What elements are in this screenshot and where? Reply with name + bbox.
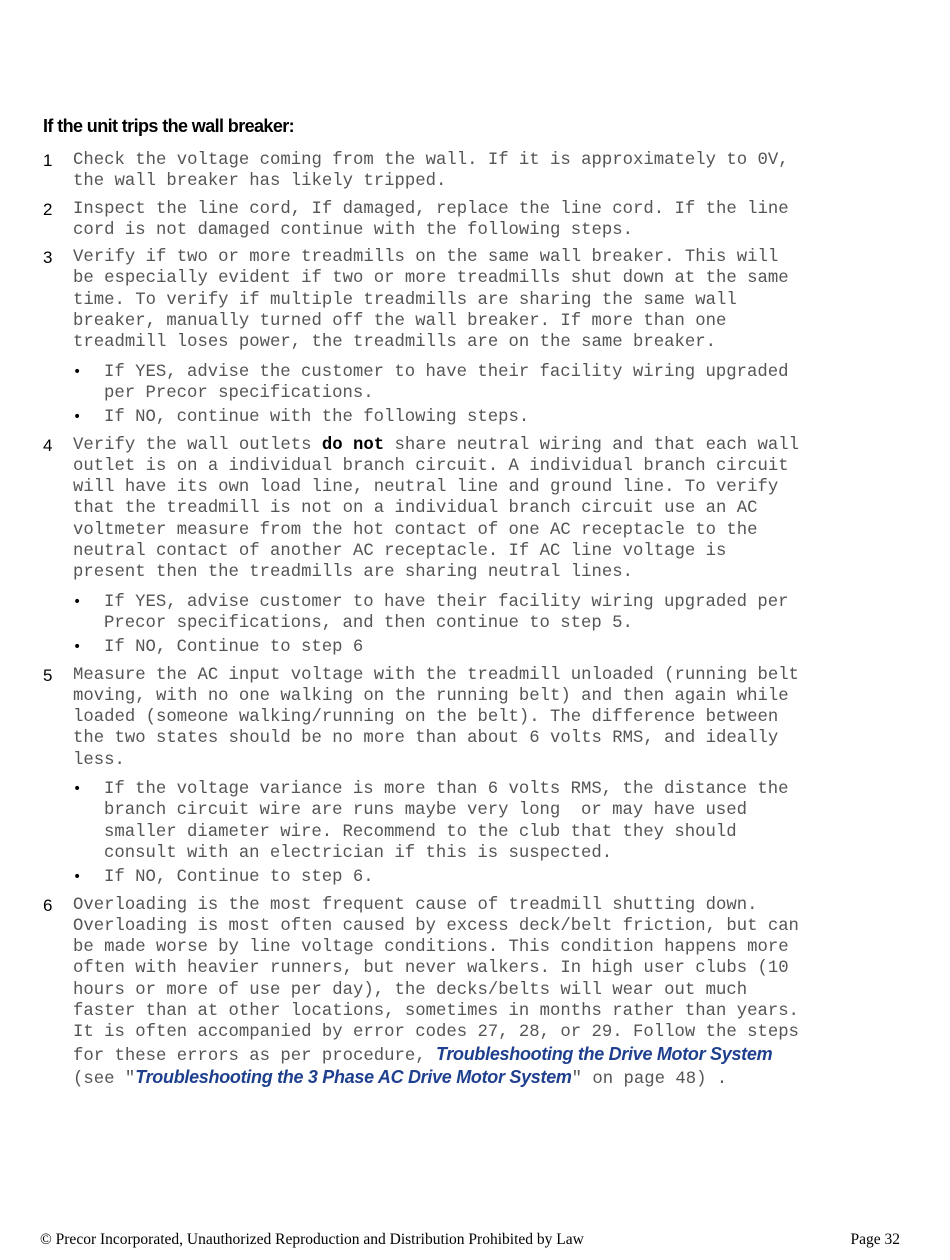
bullet-icon: • (73, 639, 82, 656)
footer-copyright: © Precor Incorporated, Unauthorized Reproduction and Distribution Prohibited by Law (40, 1231, 584, 1248)
list-item (43, 592, 923, 635)
bullet-text: If NO, Continue to step 6. (104, 868, 374, 888)
bullet-icon: • (73, 593, 82, 610)
step-bullets (43, 592, 923, 659)
step-text-start: Verify the wall outlets (73, 435, 322, 455)
step-1 (43, 150, 923, 193)
list-item (43, 407, 923, 428)
step-2 (43, 199, 923, 242)
step-text: Measure the AC input voltage with the treadmill unloaded (running belt moving, with no one walking on the running belt) and then again while loaded (someone walking/running on the belt). The difference between the two states should be no more than about 6 volts RMS, and ideally less. (73, 665, 799, 770)
bullet-text: If the voltage variance is more than 6 volts RMS, the distance the branch circuit wire are runs maybe very long or may have used smaller diameter wire. Recommend to the club that they should consult with an electrician if this is suspected. (104, 780, 789, 863)
step-4 (43, 435, 923, 659)
step-text-main: Overloading is the most frequent cause of treadmill shutting down. Overloading is most often caused by excess deck/belt friction, but can be made worse by line voltage conditions. This condition happens more often with heavier runners, but never walkers. In high user clubs (10 hours or more of use per day), the decks/belts will wear out much faster than at other locations, sometimes in months rather than years. It is often accompanied by error codes 27, 28, or 29. Follow the steps for these errors as per procedure, (73, 895, 799, 1066)
step-3 (43, 247, 923, 428)
step-number: 6 (43, 895, 53, 915)
step-text (73, 895, 923, 1091)
link-3-phase-ac-drive-motor[interactable]: Troubleshooting the 3 Phase AC Drive Motor System (135, 1066, 572, 1087)
bullet-text: If NO, continue with the following steps. (104, 408, 530, 428)
step-number: 1 (43, 151, 53, 170)
step-text: Check the voltage coming from the wall. If it is approximately to 0V, the wall breaker has likely tripped. (73, 151, 789, 192)
list-item (43, 637, 923, 658)
list-item (43, 362, 923, 405)
section-heading: If the unit trips the wall breaker: (43, 116, 295, 136)
list-item (43, 779, 923, 864)
bullet-icon: • (73, 409, 82, 426)
step-text (73, 435, 923, 584)
list-item (43, 867, 923, 888)
step-bullets (43, 362, 923, 429)
see-reference-open: (see " (73, 1069, 136, 1089)
step-text: Inspect the line cord, If damaged, replace the line cord. If the line cord is not damaged continue with the following steps. (73, 199, 789, 240)
bullet-text: If YES, advise the customer to have their facility wiring upgraded per Precor specifications. (104, 362, 789, 403)
bullet-icon: • (73, 363, 82, 380)
step-text-end: share neutral wiring and that each wall outlet is on a individual branch circuit. A individual branch circuit will have its own load line, neutral line and ground line. To verify that the treadmill is not on a individual branch circuit use an AC voltmeter measure from the hot contact of one AC receptacle to the neutral contact of another AC receptacle. If AC line voltage is present then the treadmills are sharing neutral lines. (73, 435, 799, 583)
step-number: 2 (43, 199, 53, 219)
bullet-text: If NO, Continue to step 6 (104, 638, 364, 658)
step-number: 3 (43, 248, 53, 268)
footer-page-number: Page 32 (850, 1231, 900, 1248)
emphasis-do-not: do not (321, 435, 385, 455)
step-number: 4 (43, 435, 53, 455)
step-5 (43, 665, 923, 889)
step-text: Verify if two or more treadmills on the same wall breaker. This will be especially evident if two or more treadmills shut down at the same time. To verify if multiple treadmills are sharing the same wall breaker, manually turned off the wall breaker. If more than one treadmill loses power, the treadmills are on the same breaker. (73, 248, 789, 353)
steps-list (43, 150, 923, 1096)
link-drive-motor-system[interactable]: Troubleshooting the Drive Motor System (435, 1043, 773, 1064)
step-6 (43, 895, 923, 1091)
see-reference-close: " on page 48) . (571, 1069, 728, 1089)
step-bullets (43, 779, 923, 888)
bullet-icon: • (73, 869, 82, 886)
bullet-text: If YES, advise customer to have their facility wiring upgraded per Precor specifications, and then continue to step 5. (104, 592, 789, 633)
step-number: 5 (43, 665, 53, 685)
bullet-icon: • (73, 781, 82, 798)
